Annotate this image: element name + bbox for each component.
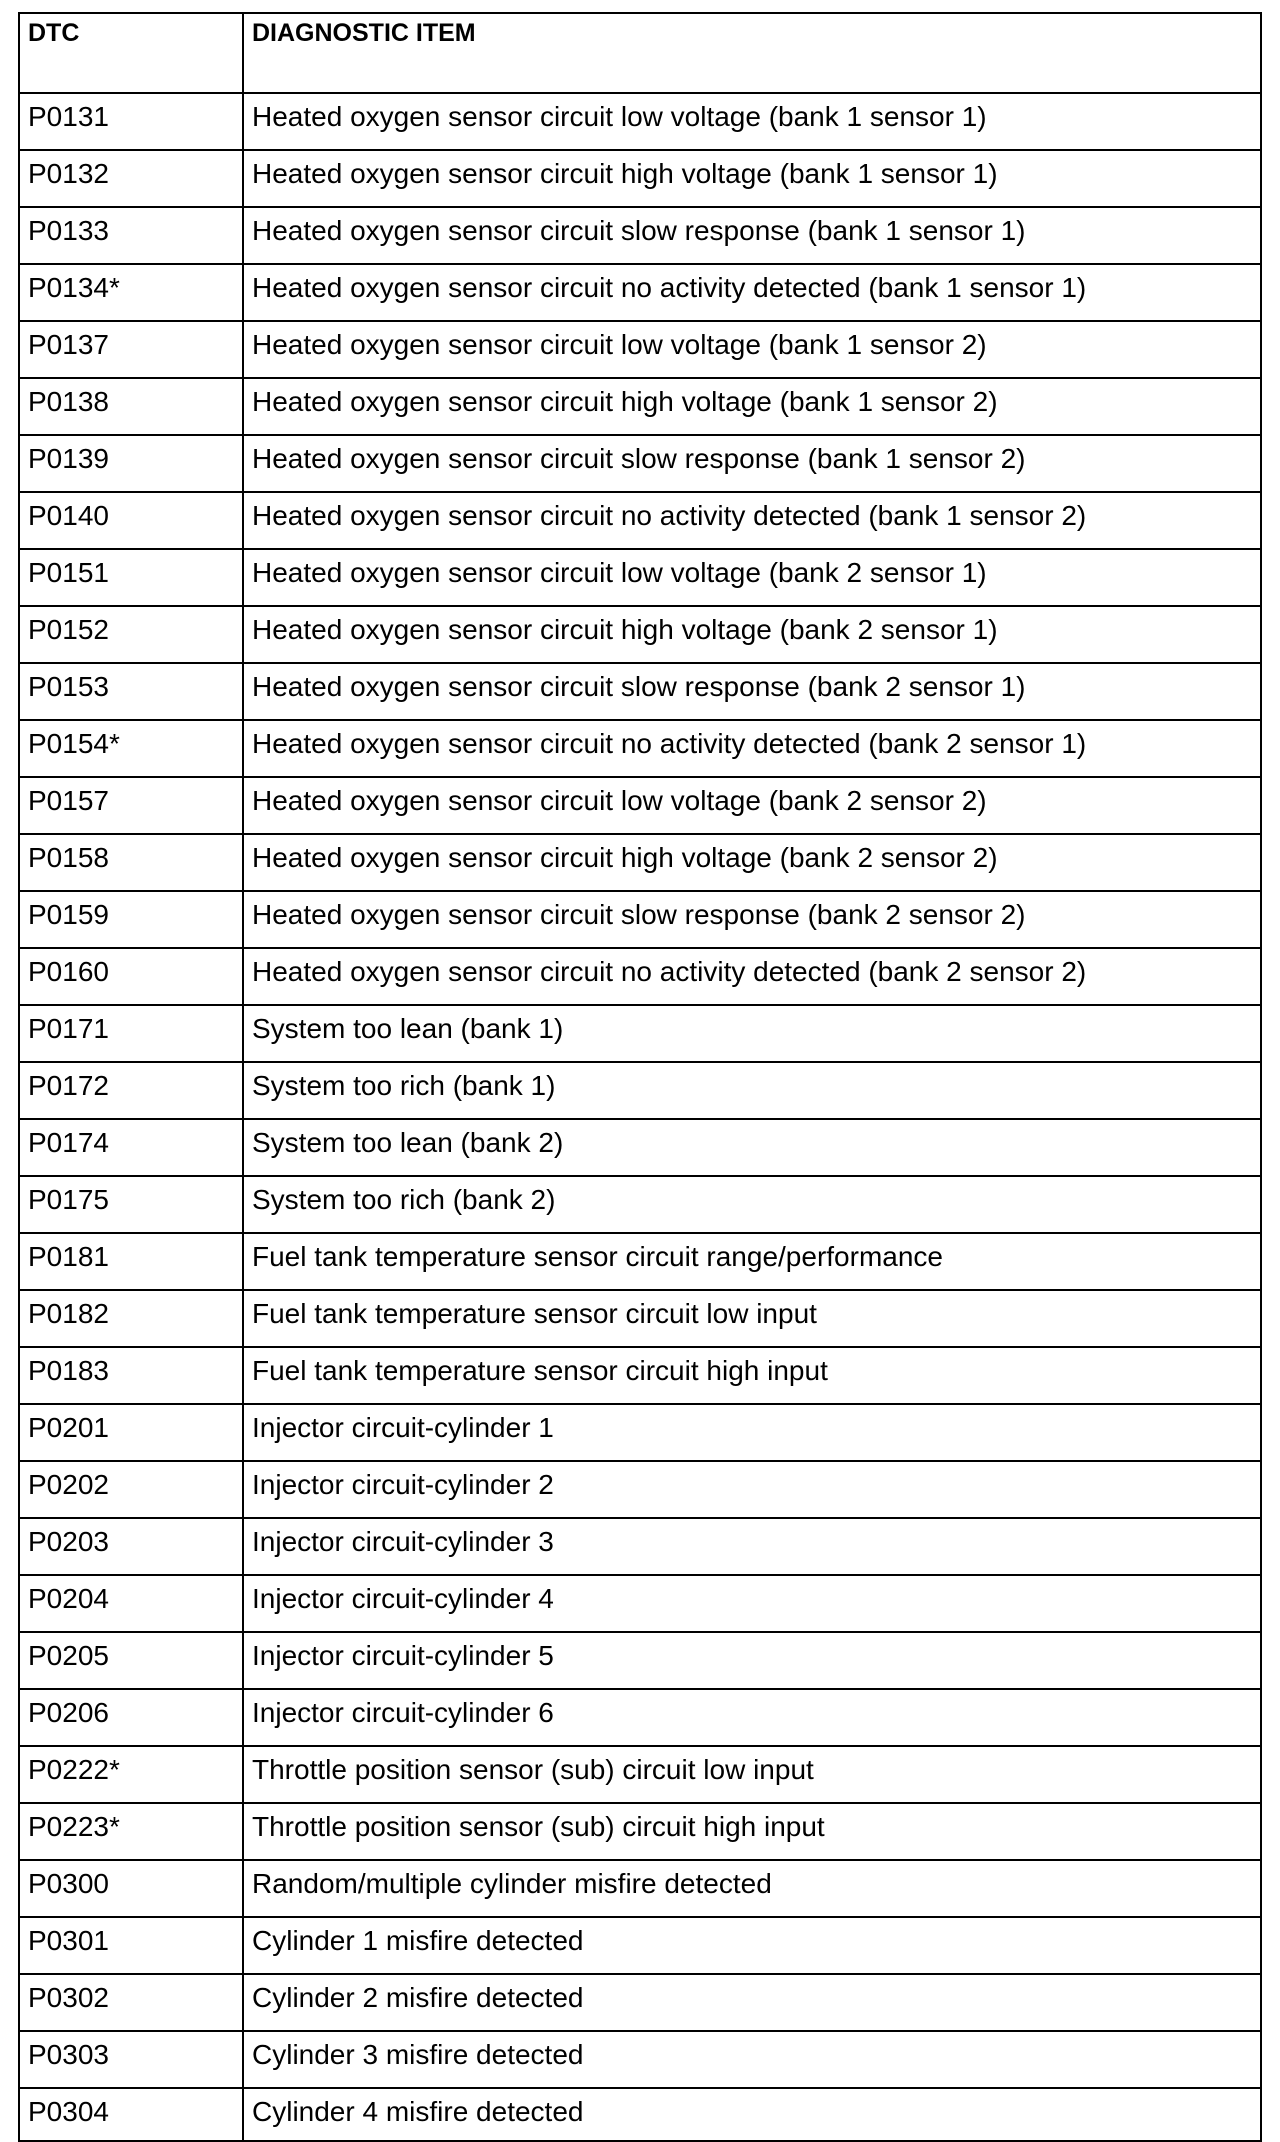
table-row <box>19 777 1261 834</box>
diagnostic-item-cell: Heated oxygen sensor circuit low voltage (bank 1 sensor 2) <box>243 321 1261 378</box>
dtc-code-cell: P0139 <box>19 435 243 492</box>
table-row <box>19 549 1261 606</box>
diagnostic-item-cell: Cylinder 1 misfire detected <box>243 1917 1261 1974</box>
header-dtc: DTC <box>19 13 243 93</box>
table-row <box>19 834 1261 891</box>
table-row <box>19 1689 1261 1746</box>
diagnostic-item-cell: Heated oxygen sensor circuit high voltage (bank 2 sensor 2) <box>243 834 1261 891</box>
diagnostic-item-cell: Cylinder 3 misfire detected <box>243 2031 1261 2088</box>
dtc-code-cell: P0181 <box>19 1233 243 1290</box>
table-row <box>19 948 1261 1005</box>
diagnostic-item-cell: Heated oxygen sensor circuit low voltage (bank 2 sensor 2) <box>243 777 1261 834</box>
dtc-code-cell: P0137 <box>19 321 243 378</box>
dtc-code-cell: P0152 <box>19 606 243 663</box>
diagnostic-item-cell: Heated oxygen sensor circuit low voltage (bank 1 sensor 1) <box>243 93 1261 150</box>
dtc-code-cell: P0222* <box>19 1746 243 1803</box>
dtc-code-cell: P0304 <box>19 2088 243 2141</box>
table-row <box>19 2031 1261 2088</box>
table-row <box>19 264 1261 321</box>
diagnostic-item-cell: System too rich (bank 2) <box>243 1176 1261 1233</box>
dtc-code-cell: P0205 <box>19 1632 243 1689</box>
dtc-code-cell: P0140 <box>19 492 243 549</box>
table-row <box>19 2088 1261 2141</box>
table-row <box>19 1461 1261 1518</box>
diagnostic-item-cell: Random/multiple cylinder misfire detected <box>243 1860 1261 1917</box>
dtc-code-cell: P0174 <box>19 1119 243 1176</box>
diagnostic-item-cell: Heated oxygen sensor circuit low voltage (bank 2 sensor 1) <box>243 549 1261 606</box>
dtc-code-cell: P0158 <box>19 834 243 891</box>
diagnostic-item-cell: Heated oxygen sensor circuit no activity detected (bank 2 sensor 2) <box>243 948 1261 1005</box>
dtc-code-cell: P0303 <box>19 2031 243 2088</box>
table-row <box>19 492 1261 549</box>
table-row <box>19 720 1261 777</box>
table-row <box>19 1404 1261 1461</box>
diagnostic-item-cell: Heated oxygen sensor circuit high voltage (bank 1 sensor 2) <box>243 378 1261 435</box>
table-row <box>19 606 1261 663</box>
diagnostic-item-cell: Heated oxygen sensor circuit high voltage (bank 1 sensor 1) <box>243 150 1261 207</box>
dtc-code-cell: P0206 <box>19 1689 243 1746</box>
diagnostic-item-cell: Throttle position sensor (sub) circuit low input <box>243 1746 1261 1803</box>
dtc-code-cell: P0131 <box>19 93 243 150</box>
dtc-code-cell: P0160 <box>19 948 243 1005</box>
diagnostic-item-cell: Injector circuit-cylinder 6 <box>243 1689 1261 1746</box>
diagnostic-item-cell: Cylinder 2 misfire detected <box>243 1974 1261 2031</box>
dtc-code-cell: P0151 <box>19 549 243 606</box>
diagnostic-item-cell: Heated oxygen sensor circuit no activity detected (bank 1 sensor 1) <box>243 264 1261 321</box>
table-row <box>19 1860 1261 1917</box>
table-row <box>19 207 1261 264</box>
table-row <box>19 1518 1261 1575</box>
dtc-code-cell: P0171 <box>19 1005 243 1062</box>
diagnostic-item-cell: Fuel tank temperature sensor circuit low input <box>243 1290 1261 1347</box>
dtc-code-cell: P0203 <box>19 1518 243 1575</box>
dtc-code-cell: P0302 <box>19 1974 243 2031</box>
table-row <box>19 1005 1261 1062</box>
diagnostic-item-cell: Heated oxygen sensor circuit high voltage (bank 2 sensor 1) <box>243 606 1261 663</box>
diagnostic-item-cell: Throttle position sensor (sub) circuit high input <box>243 1803 1261 1860</box>
table-row <box>19 1062 1261 1119</box>
diagnostic-item-cell: Cylinder 4 misfire detected <box>243 2088 1261 2141</box>
diagnostic-item-cell: Heated oxygen sensor circuit no activity detected (bank 2 sensor 1) <box>243 720 1261 777</box>
dtc-table <box>18 12 1262 2142</box>
dtc-code-cell: P0175 <box>19 1176 243 1233</box>
diagnostic-item-cell: System too lean (bank 1) <box>243 1005 1261 1062</box>
dtc-code-cell: P0223* <box>19 1803 243 1860</box>
diagnostic-item-cell: Injector circuit-cylinder 5 <box>243 1632 1261 1689</box>
dtc-code-cell: P0201 <box>19 1404 243 1461</box>
diagnostic-item-cell: Injector circuit-cylinder 1 <box>243 1404 1261 1461</box>
table-body <box>19 93 1261 2141</box>
table-row <box>19 1176 1261 1233</box>
table-row <box>19 1632 1261 1689</box>
table-row <box>19 1233 1261 1290</box>
diagnostic-item-cell: System too lean (bank 2) <box>243 1119 1261 1176</box>
diagnostic-item-cell: Heated oxygen sensor circuit slow response (bank 1 sensor 1) <box>243 207 1261 264</box>
dtc-code-cell: P0132 <box>19 150 243 207</box>
header-diagnostic-item: DIAGNOSTIC ITEM <box>243 13 1261 93</box>
diagnostic-item-cell: Injector circuit-cylinder 3 <box>243 1518 1261 1575</box>
table-row <box>19 1119 1261 1176</box>
dtc-code-cell: P0159 <box>19 891 243 948</box>
diagnostic-item-cell: Heated oxygen sensor circuit no activity detected (bank 1 sensor 2) <box>243 492 1261 549</box>
diagnostic-item-cell: Fuel tank temperature sensor circuit high input <box>243 1347 1261 1404</box>
table-header <box>19 13 1261 93</box>
dtc-code-cell: P0133 <box>19 207 243 264</box>
dtc-code-cell: P0301 <box>19 1917 243 1974</box>
diagnostic-item-cell: Injector circuit-cylinder 2 <box>243 1461 1261 1518</box>
dtc-code-cell: P0182 <box>19 1290 243 1347</box>
table-row <box>19 93 1261 150</box>
dtc-code-cell: P0183 <box>19 1347 243 1404</box>
diagnostic-item-cell: Heated oxygen sensor circuit slow response (bank 2 sensor 1) <box>243 663 1261 720</box>
diagnostic-item-cell: Heated oxygen sensor circuit slow response (bank 2 sensor 2) <box>243 891 1261 948</box>
table-row <box>19 1290 1261 1347</box>
diagnostic-item-cell: Heated oxygen sensor circuit slow response (bank 1 sensor 2) <box>243 435 1261 492</box>
table-row <box>19 321 1261 378</box>
diagnostic-item-cell: System too rich (bank 1) <box>243 1062 1261 1119</box>
diagnostic-item-cell: Fuel tank temperature sensor circuit range/performance <box>243 1233 1261 1290</box>
diagnostic-item-cell: Injector circuit-cylinder 4 <box>243 1575 1261 1632</box>
table-row <box>19 1974 1261 2031</box>
table-row <box>19 378 1261 435</box>
table-row <box>19 1575 1261 1632</box>
dtc-code-cell: P0300 <box>19 1860 243 1917</box>
table-row <box>19 1917 1261 1974</box>
dtc-code-cell: P0154* <box>19 720 243 777</box>
header-row <box>19 13 1261 93</box>
dtc-code-cell: P0153 <box>19 663 243 720</box>
dtc-code-cell: P0138 <box>19 378 243 435</box>
table-row <box>19 435 1261 492</box>
table-row <box>19 663 1261 720</box>
dtc-code-cell: P0157 <box>19 777 243 834</box>
dtc-code-cell: P0202 <box>19 1461 243 1518</box>
dtc-code-cell: P0204 <box>19 1575 243 1632</box>
table-row <box>19 150 1261 207</box>
table-row <box>19 891 1261 948</box>
table-row <box>19 1347 1261 1404</box>
dtc-code-cell: P0134* <box>19 264 243 321</box>
table-row <box>19 1746 1261 1803</box>
table-row <box>19 1803 1261 1860</box>
dtc-code-cell: P0172 <box>19 1062 243 1119</box>
